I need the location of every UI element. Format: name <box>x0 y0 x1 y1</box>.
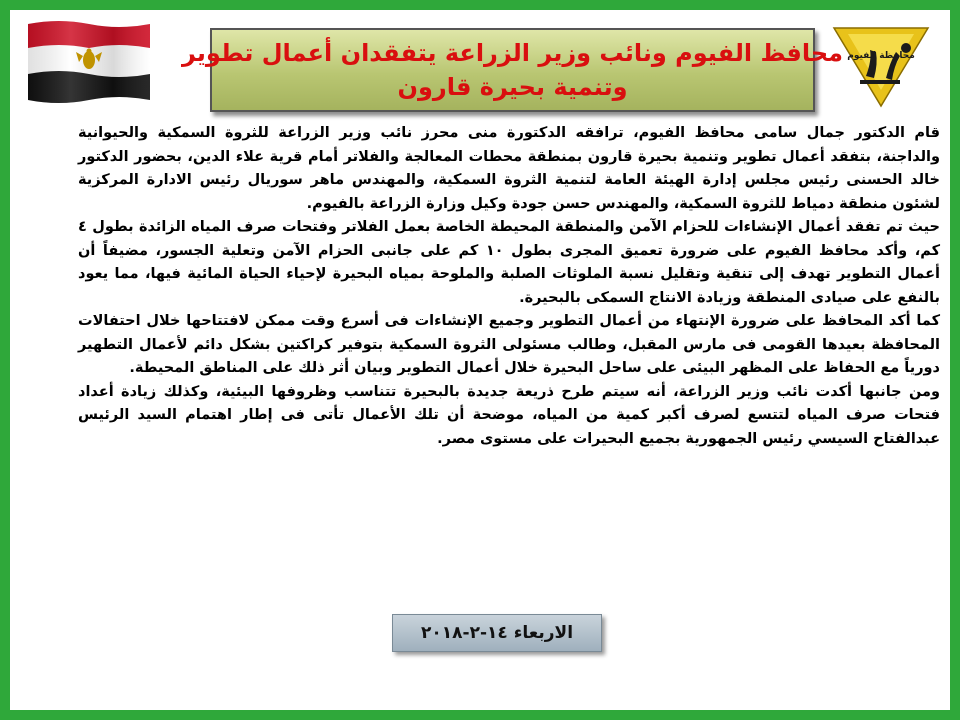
headline-banner <box>181 28 844 112</box>
egypt-flag-icon <box>24 18 154 104</box>
headline-line-2: وتنمية بحيرة قارون <box>397 73 628 101</box>
article-paragraph-1: قام الدكتور جمال سامى محافظ الفيوم، ترافقه الدكتورة منى محرز نائب وزير الزراعة للثروة السمكية والحيوانية والداجنة، بتفقد أعمال تطوير وتنمية بحيرة قارون بمنطقة محطات المعالجة والفلاتر أمام قرية علاء الدين، بحضور الدكتور خالد الحسنى رئيس مجلس إدارة الهيئة العامة لتنمية الثروة السمكية، والمهندس ماهر سوريال رئيس الادارة المركزية لشئون منطقة دمياط للثروة السمكية، والمهندس حسن جودة وكيل وزارة الزراعة بالفيوم. <box>78 125 940 212</box>
headline-line-1: محافظ الفيوم ونائب وزير الزراعة يتفقدان أعمال تطوير <box>181 39 844 67</box>
article-paragraph-3: كما أكد المحافظ على ضرورة الإنتهاء من أعمال التطوير وجميع الإنشاءات فى أسرع وقت ممكن لافتتاحها خلال احتفالات المحافظة بعيدها القومى فى مارس المقبل، وطالب مسئولى الثروة السمكية بتوفير كراكتين بشكل دائم لأعمال التطهير دورياً مع الحفاظ على المظهر البيئى على ساحل البحيرة خلال أعمال التطوير وبيان أثر ذلك على المناطق المحيطة. <box>78 313 940 376</box>
logo-text: محافظة الفيوم <box>847 51 915 61</box>
article-paragraph-2: حيث تم تفقد أعمال الإنشاءات للحزام الآمن والمنطقة المحيطة الخاصة بعمل الفلاتر وفتحات صرف المياه الزائدة بطول ٤ كم، وأكد محافظ الفيوم على ضرورة تعميق المجرى بطول ١٠ كم على جانبى الحزام الآمن وتعلية الجسور، مضيفاً أن أعمال التطوير تهدف إلى تنقية وتقليل نسبة الملوثات الصلبة والملوحة بمياه البحيرة لإحياء الحياة المائية فيها، مما يعود بالنفع على صيادى المنطقة وزيادة الانتاج السمكى بالبحيرة. <box>78 219 941 306</box>
date-badge <box>392 614 602 652</box>
article-body <box>78 122 940 451</box>
article-paragraph-4: ومن جانبها أكدت نائب وزير الزراعة، أنه سيتم طرح ذريعة جديدة بالبحيرة تتناسب وظروفها البيئية، وكذلك زيادة أعداد فتحات صرف المياه لتتسع لصرف أكبر كمية من المياه، موضحة أن تلك الأعمال تأتى فى إطار اهتمام السيد الرئيس عبدالفتاح السيسي رئيس الجمهورية بجميع البحيرات على مستوى مصر. <box>78 383 940 447</box>
date-text: الاربعاء ١٤-٢-٢٠١٨ <box>420 623 574 643</box>
fayoum-governorate-logo <box>826 20 936 110</box>
